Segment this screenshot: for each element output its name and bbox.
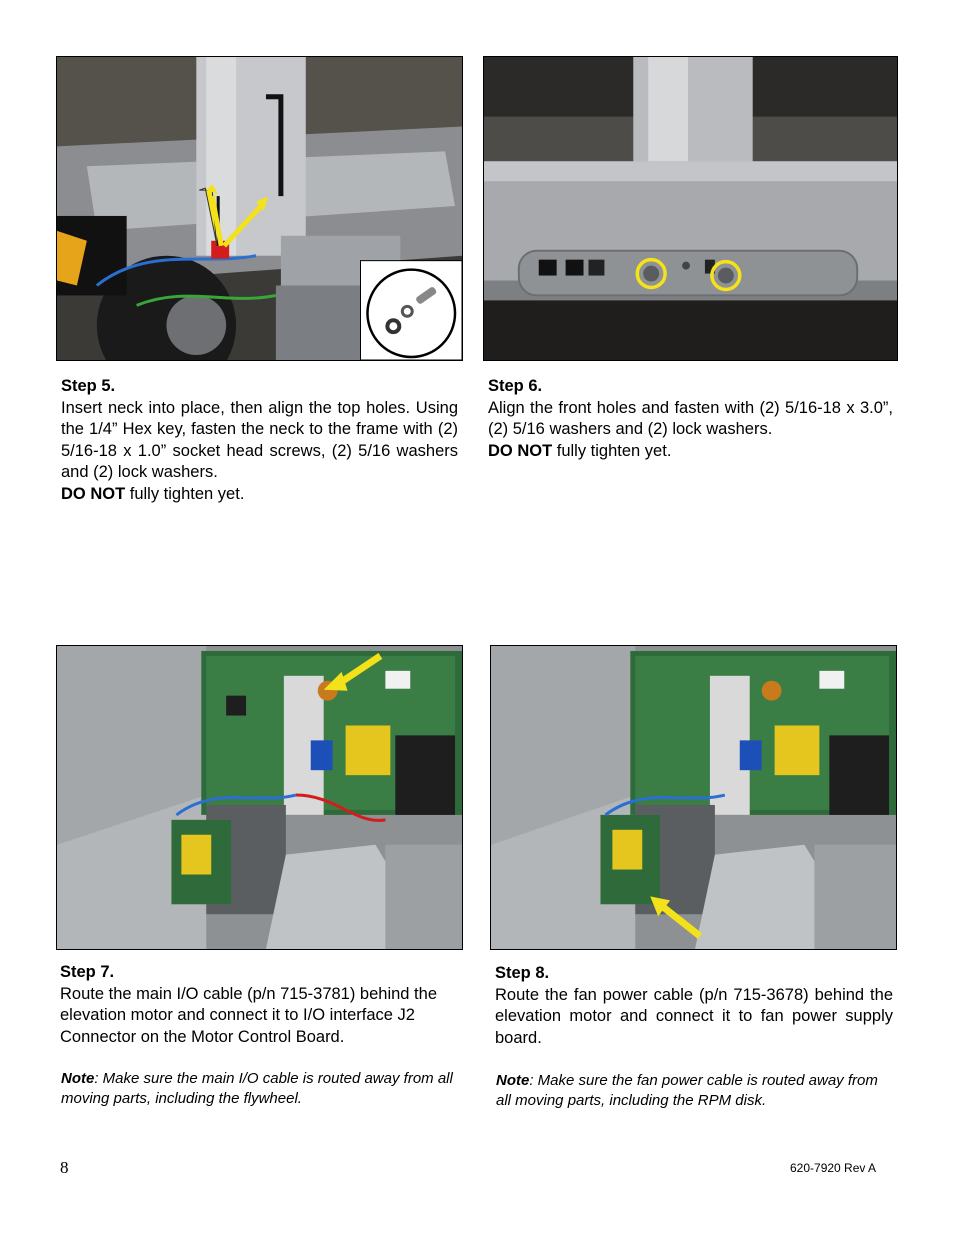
step6-text	[488, 376, 893, 462]
step6-body: Align the front holes and fasten with (2) 5/16-18 x 3.0”, (2) 5/16 washers and (2) lock washers.	[488, 398, 893, 438]
page-number: 8	[60, 1158, 69, 1177]
step6-photo	[483, 56, 898, 361]
step8-text	[495, 963, 893, 1049]
step6-warning: DO NOT	[488, 441, 553, 460]
step5-photo	[56, 56, 463, 361]
step7-body: Route the main I/O cable (p/n 715-3781) behind the elevation motor and connect it to I/O interface J2 Connector on the Motor Control Board.	[60, 984, 437, 1046]
step7-text	[60, 962, 460, 1048]
step5-body: Insert neck into place, then align the top holes. Using the 1/4” Hex key, fasten the neck to the frame with (2) 5/16-18 x 1.0” socket head screws, (2) 5/16 washers and (2) lock washers.	[61, 398, 458, 481]
step6-heading: Step 6.	[488, 377, 543, 395]
step8-note	[496, 1071, 896, 1111]
step5-text	[61, 376, 458, 505]
step5-tail: fully tighten yet.	[125, 484, 245, 503]
step7-note-text: : Make sure the main I/O cable is routed away from all moving parts, including the flywheel.	[61, 1070, 453, 1107]
step8-note-label: Note	[496, 1072, 530, 1089]
step7-photo	[56, 645, 463, 950]
step7-heading: Step 7.	[60, 963, 115, 981]
step8-heading: Step 8.	[495, 964, 550, 982]
step8-photo	[490, 645, 897, 950]
step6-tail: fully tighten yet.	[552, 441, 672, 460]
step8-body: Route the fan power cable (p/n 715-3678) behind the elevation motor and connect it to fan power supply board.	[495, 985, 893, 1047]
step7-note	[61, 1069, 461, 1109]
document-id: 620-7920 Rev A	[790, 1161, 877, 1175]
step5-warning: DO NOT	[61, 484, 126, 503]
step8-note-text: : Make sure the fan power cable is routed away from all moving parts, including the RPM disk.	[496, 1072, 878, 1109]
step5-heading: Step 5.	[61, 377, 116, 395]
step7-note-label: Note	[61, 1070, 95, 1087]
